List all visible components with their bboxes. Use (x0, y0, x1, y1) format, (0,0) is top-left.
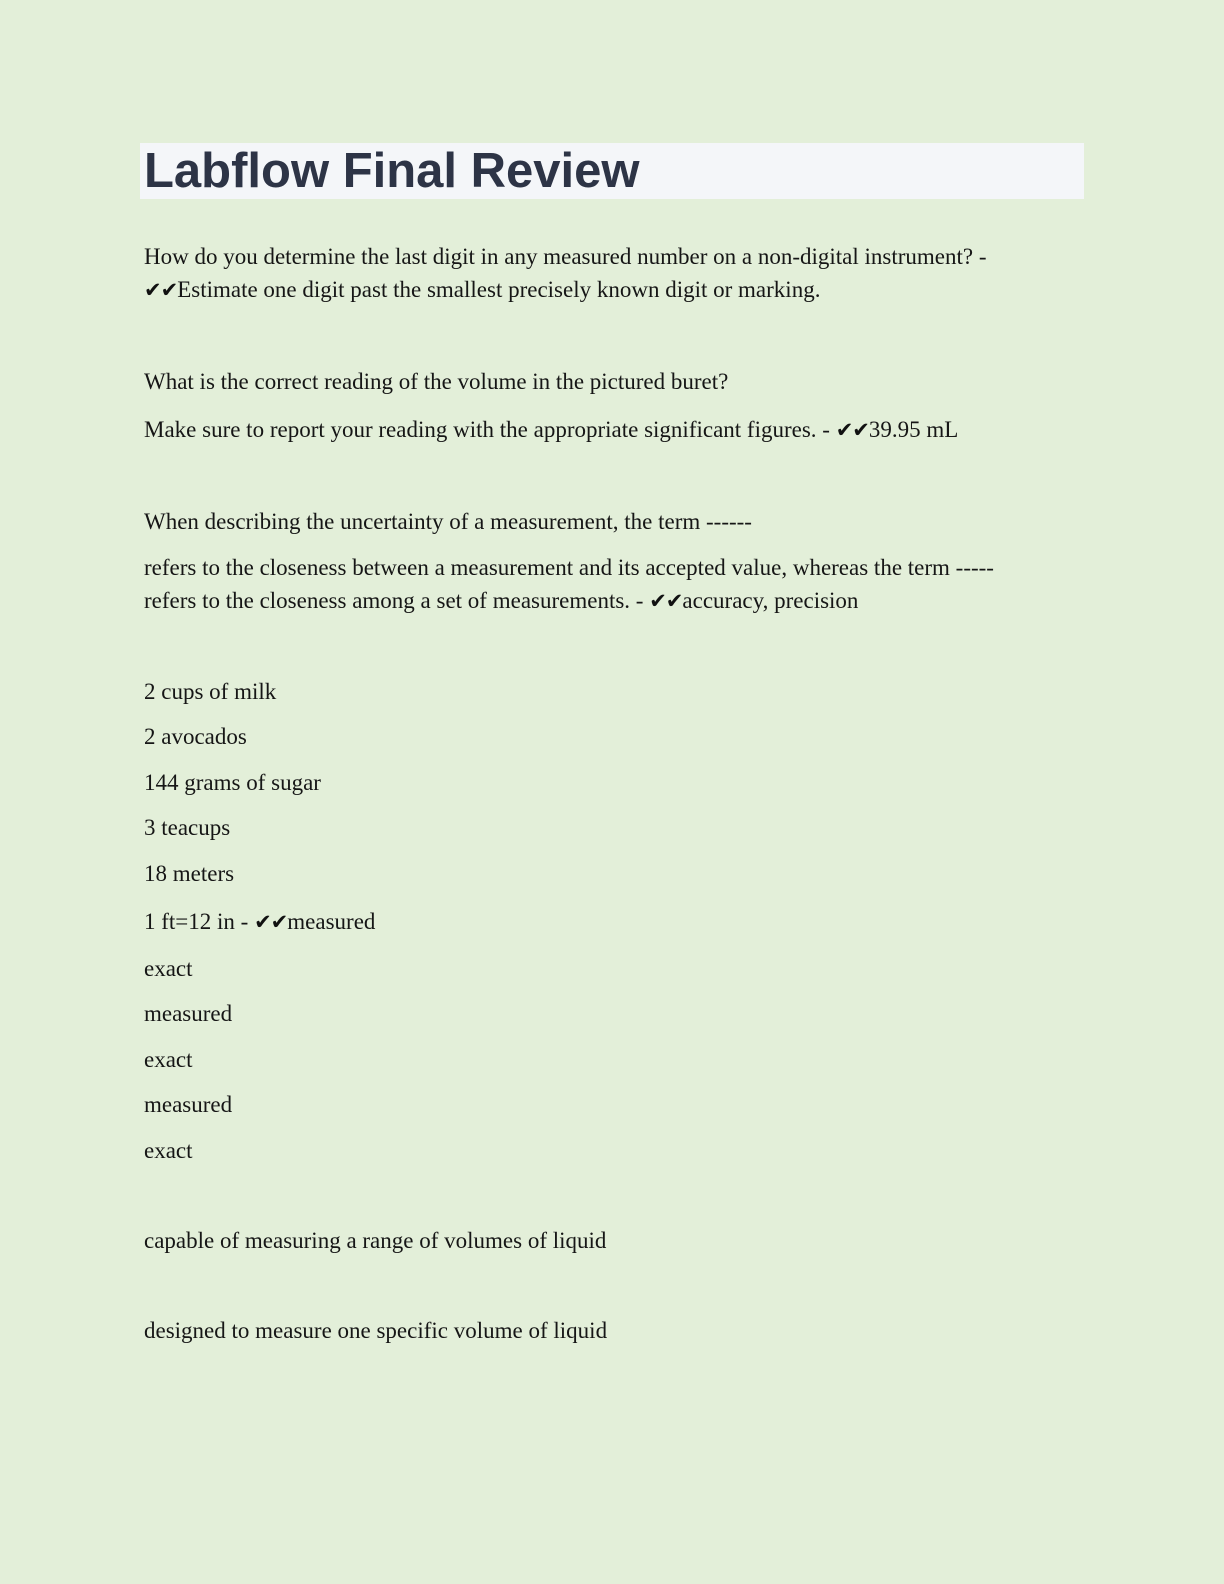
answer-item: measured (144, 1092, 233, 1117)
question-1-text: How do you determine the last digit in any measured number on a non-digital instrument? - (144, 244, 987, 269)
page-title: Labflow Final Review (144, 144, 640, 198)
last-item-text: 1 ft=12 in - (144, 909, 249, 934)
question-1 (144, 240, 987, 273)
check-icon: ✔✔ (144, 278, 178, 302)
answer-item: measured (144, 1001, 233, 1026)
question-2-prompt (144, 413, 958, 447)
question-3-line-2 (144, 551, 994, 584)
answer-item: exact (144, 1138, 193, 1163)
list-item: 2 cups of milk (144, 679, 277, 704)
list-item: 18 meters (144, 861, 235, 886)
answer-1 (144, 273, 820, 307)
question-3-line-3-text: refers to the closeness among a set of measurements. - (144, 588, 644, 613)
check-icon: ✔✔ (835, 418, 869, 442)
answer-item: exact (144, 956, 193, 981)
answer-4-first: measured (287, 909, 376, 934)
question-6: designed to measure one specific volume of liquid (144, 1318, 608, 1343)
answer-item: exact (144, 1047, 193, 1072)
list-item: 2 avocados (144, 724, 247, 749)
answer-1-text: Estimate one digit past the smallest precisely known digit or marking. (177, 277, 821, 302)
list-item: 3 teacups (144, 815, 231, 840)
list-item (144, 905, 375, 939)
question-3-text: When describing the uncertainty of a measurement, the term ------ (144, 509, 752, 534)
question-3 (144, 505, 752, 538)
question-3-line-3 (144, 584, 858, 618)
question-2-text: What is the correct reading of the volume in the pictured buret? (144, 369, 729, 394)
question-3-line-2-text: refers to the closeness between a measurement and its accepted value, whereas the term ----- (144, 555, 994, 580)
answer-3-text: accuracy, precision (682, 588, 859, 613)
question-2-prompt-text: Make sure to report your reading with the appropriate significant figures. - (144, 417, 830, 442)
check-icon: ✔✔ (649, 589, 683, 613)
question-5: capable of measuring a range of volumes of liquid (144, 1228, 607, 1253)
check-icon: ✔✔ (254, 910, 288, 934)
list-item: 144 grams of sugar (144, 770, 321, 795)
answer-2-text: 39.95 mL (868, 417, 959, 442)
question-2 (144, 365, 728, 398)
